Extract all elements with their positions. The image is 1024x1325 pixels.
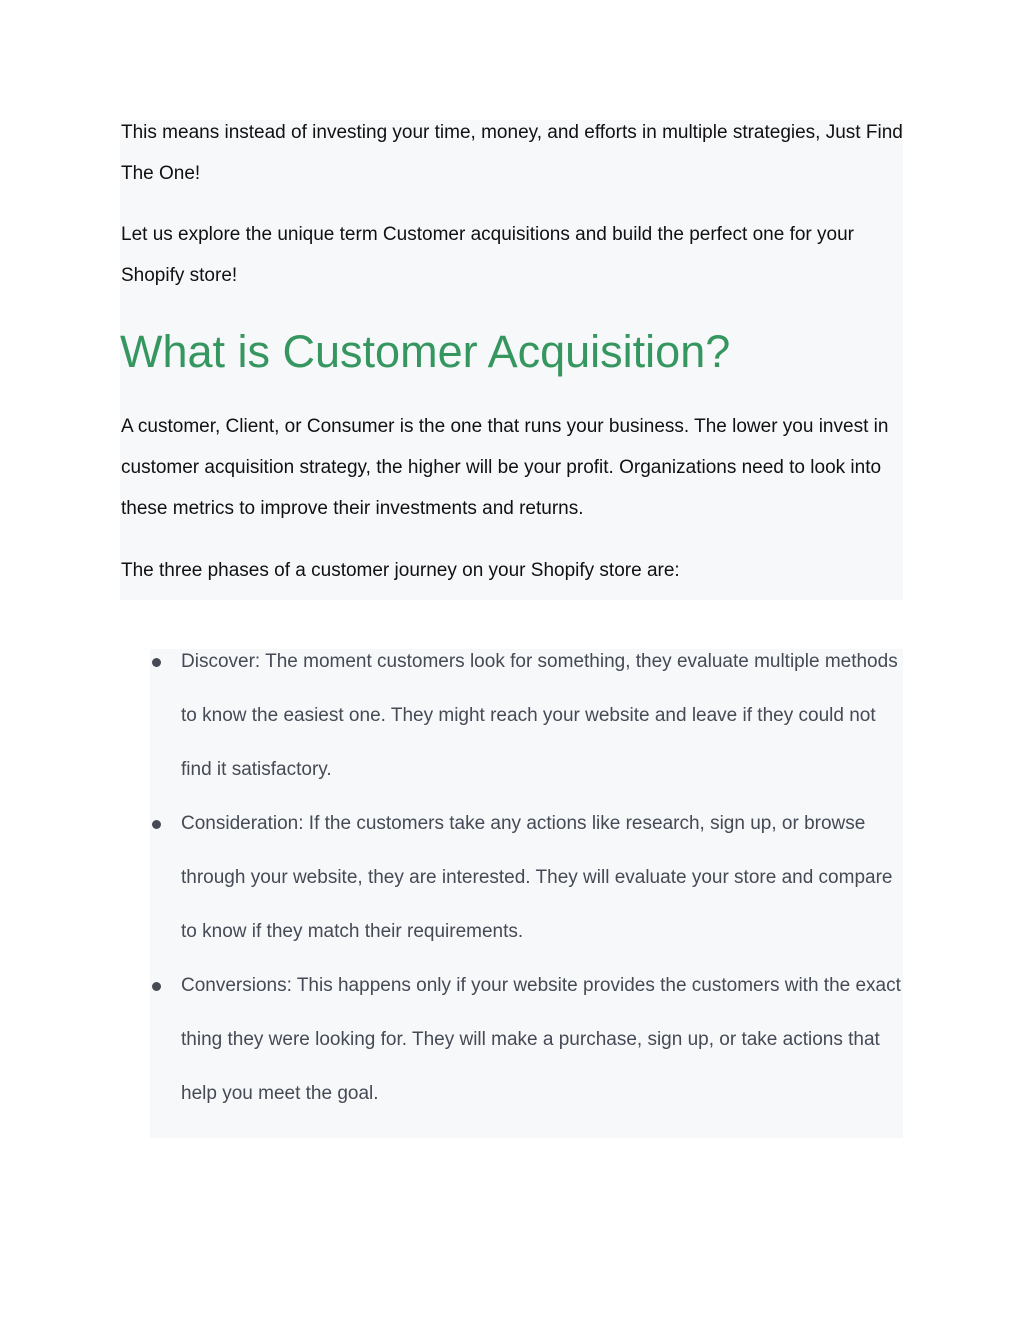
section-heading: What is Customer Acquisition? [120, 326, 731, 377]
bullet-icon [152, 982, 161, 991]
list-item-text: Conversions: This happens only if your website provides the customers with the exact thing they were looking for. They will make a purchase, sign up, or take actions that help you meet the goal. [181, 975, 901, 1104]
phases-list [150, 635, 910, 1121]
list-item [150, 797, 910, 959]
intro-paragraph-1: This means instead of investing your time, money, and efforts in multiple strategies, Just Find The One! [121, 122, 903, 184]
section-paragraph-2: The three phases of a customer journey on your Shopify store are: [121, 560, 680, 581]
section-paragraph-1: A customer, Client, or Consumer is the one that runs your business. The lower you invest in customer acquisition strategy, the higher will be your profit. Organizations need to look into these metrics to improve their investments and returns. [121, 416, 889, 519]
list-item [150, 635, 910, 797]
list-item [150, 959, 910, 1121]
intro-paragraph-2: Let us explore the unique term Customer acquisitions and build the perfect one for your Shopify store! [121, 224, 854, 286]
list-item-text: Consideration: If the customers take any actions like research, sign up, or browse through your website, they are interested. They will evaluate your store and compare to know if they match their requirements. [181, 813, 893, 942]
list-item-text: Discover: The moment customers look for something, they evaluate multiple methods to know the easiest one. They might reach your website and leave if they could not find it satisfactory. [181, 651, 898, 780]
bullet-icon [152, 820, 161, 829]
bullet-icon [152, 658, 161, 667]
